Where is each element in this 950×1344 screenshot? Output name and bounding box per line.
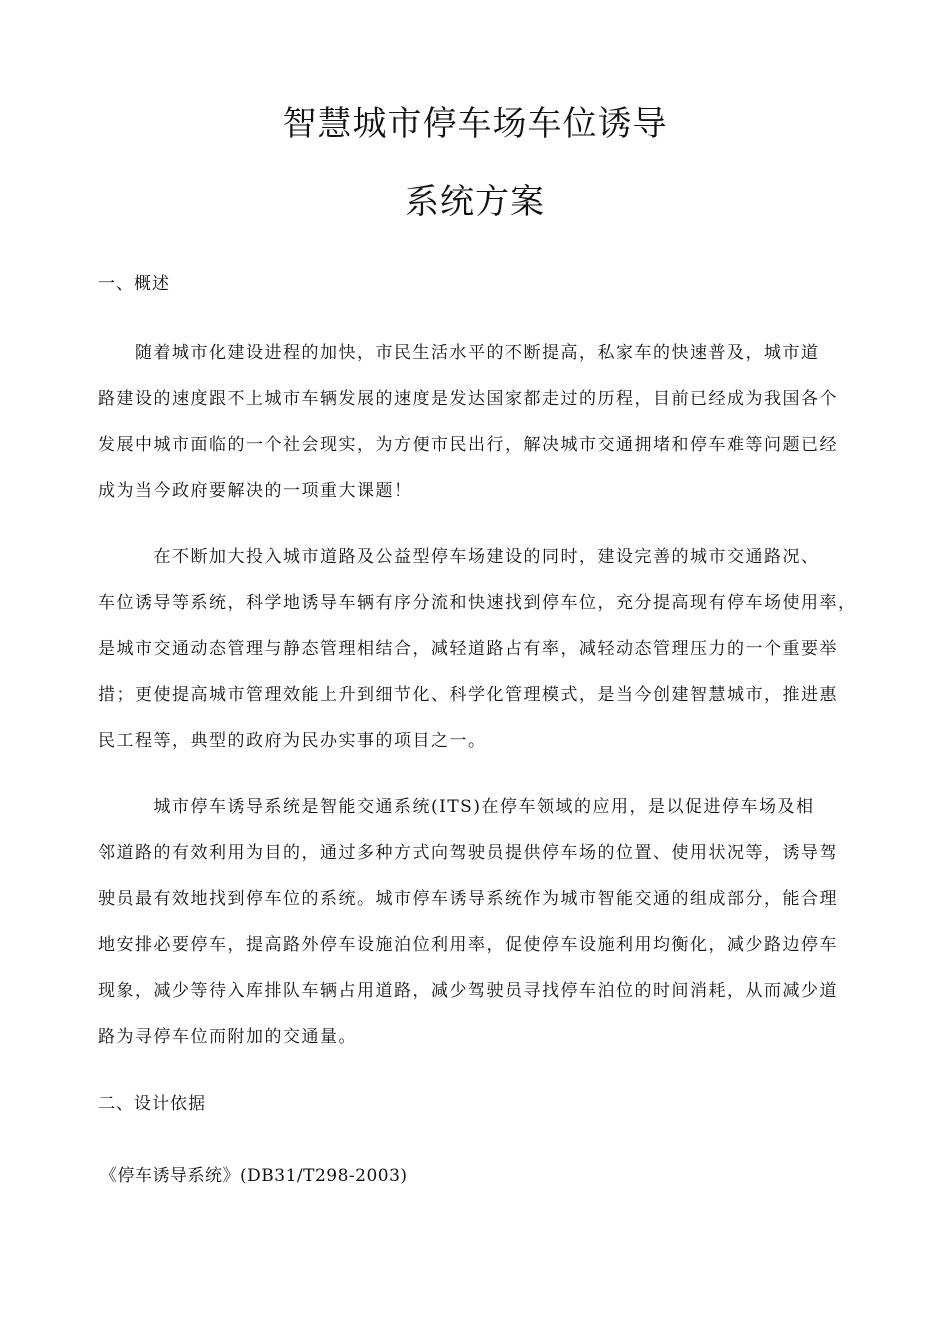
paragraph-line: 措；更使提高城市管理效能上升到细节化、科学化管理模式，是当今创建智慧城市，推进惠 bbox=[98, 685, 838, 705]
paragraph-2 bbox=[98, 534, 862, 764]
paragraph-line: 是城市交通动态管理与静态管理相结合，减轻道路占有率，减轻动态管理压力的一个重要举 bbox=[98, 639, 838, 659]
paragraph-line: 路为寻停车位而附加的交通量。 bbox=[98, 1027, 357, 1047]
paragraph-line: 城市停车诱导系统是智能交通系统(ITS)在停车领域的应用，是以促进停车场及相 bbox=[98, 797, 815, 817]
paragraph-line: 路建设的速度跟不上城市车辆发展的速度是发达国家都走过的历程，目前已经成为我国各个 bbox=[98, 389, 838, 409]
document-title-line-2: 系统方案 bbox=[405, 182, 545, 222]
paragraph-line: 民工程等，典型的政府为民办实事的项目之一。 bbox=[98, 731, 487, 751]
section-heading-overview: 一、概述 bbox=[98, 274, 170, 294]
paragraph-1 bbox=[98, 330, 862, 514]
paragraph-line: 现象，减少等待入库排队车辆占用道路，减少驾驶员寻找停车泊位的时间消耗，从而减少道 bbox=[98, 981, 838, 1001]
paragraph-line: 成为当今政府要解决的一项重大课题！ bbox=[98, 481, 413, 501]
paragraph-line: 发展中城市面临的一个社会现实，为方便市民出行，解决城市交通拥堵和停车难等问题已经 bbox=[98, 435, 838, 455]
paragraph-line: 驶员最有效地找到停车位的系统。城市停车诱导系统作为城市智能交通的组成部分，能合理 bbox=[98, 889, 838, 909]
paragraph-line: 在不断加大投入城市道路及公益型停车场建设的同时，建设完善的城市交通路况、 bbox=[98, 547, 820, 567]
paragraph-3 bbox=[98, 784, 862, 1060]
paragraph-line: 随着城市化建设进程的加快，市民生活水平的不断提高，私家车的快速普及，城市道 bbox=[98, 343, 820, 363]
paragraph-line: 车位诱导等系统，科学地诱导车辆有序分流和快速找到停车位，充分提高现有停车场使用率， bbox=[98, 593, 857, 613]
paragraph-line: 地安排必要停车，提高路外停车设施泊位利用率，促使停车设施利用均衡化，减少路边停车 bbox=[98, 935, 838, 955]
section-heading-design-basis: 二、设计依据 bbox=[98, 1094, 206, 1114]
document-title-line-1: 智慧城市停车场车位诱导 bbox=[282, 104, 668, 144]
standard-reference: 《停车诱导系统》(DB31/T298-2003) bbox=[100, 1166, 408, 1186]
paragraph-line: 邻道路的有效利用为目的，通过多种方式向驾驶员提供停车场的位置、使用状况等，诱导驾 bbox=[98, 843, 838, 863]
